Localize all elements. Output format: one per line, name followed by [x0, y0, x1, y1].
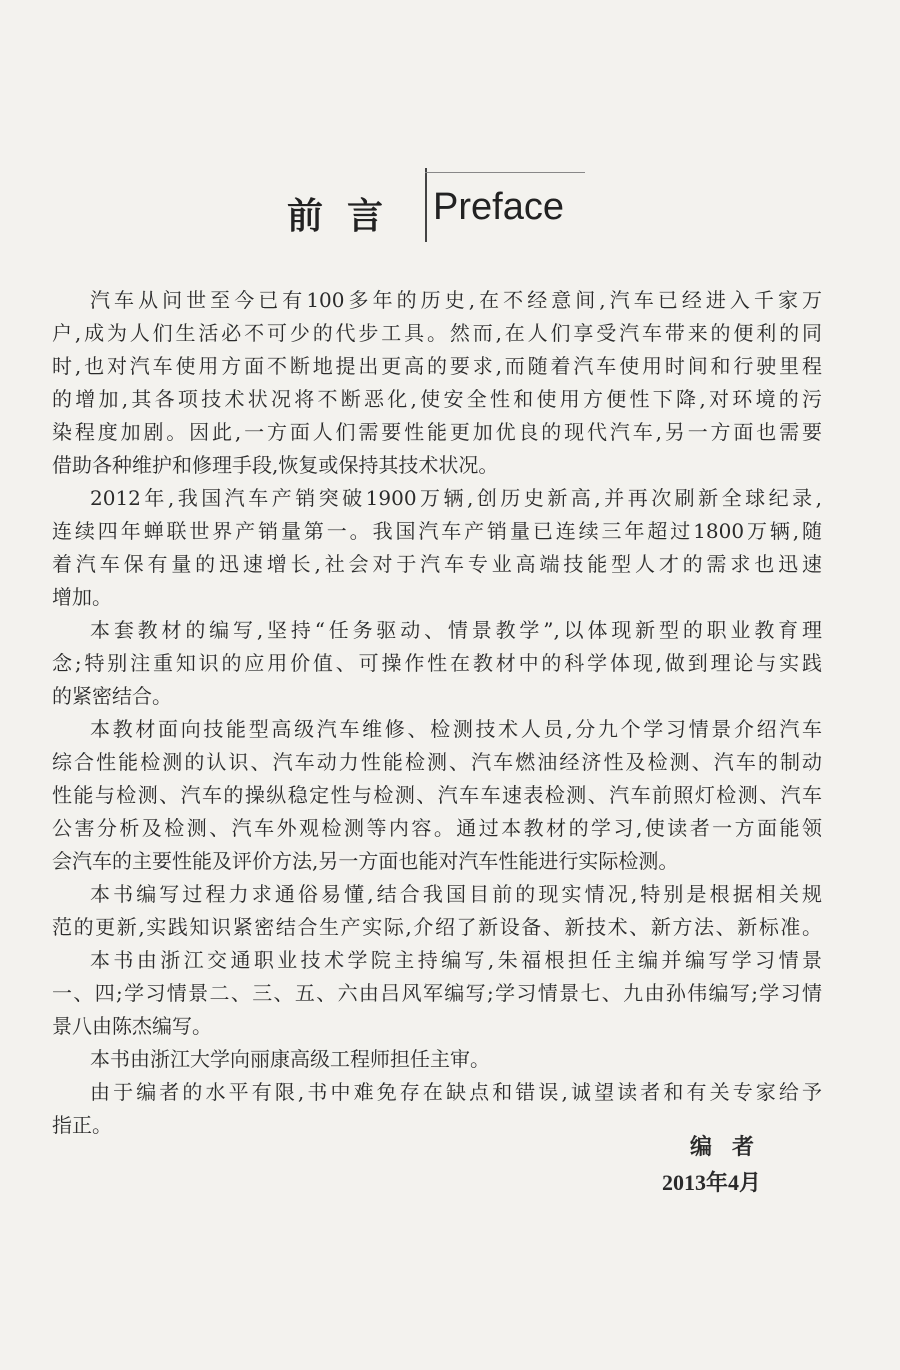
text-line: 本书编写过程力求通俗易懂,结合我国目前的现实情况,特别是根据相关规: [90, 882, 822, 906]
text-line: 公害分析及检测、汽车外观检测等内容。通过本教材的学习,使读者一方面能领: [52, 816, 822, 840]
text-line: 着汽车保有量的迅速增长,社会对于汽车专业高端技能型人才的需求也迅速: [52, 552, 822, 576]
text-line: 汽车从问世至今已有100多年的历史,在不经意间,汽车已经进入千家万: [90, 288, 822, 312]
text-line: 综合性能检测的认识、汽车动力性能检测、汽车燃油经济性及检测、汽车的制动: [52, 750, 822, 774]
text-line: 由于编者的水平有限,书中难免存在缺点和错误,诚望读者和有关专家给予: [90, 1080, 822, 1104]
text-line: 户,成为人们生活必不可少的代步工具。然而,在人们享受汽车带来的便利的同: [52, 321, 822, 345]
text-line: 借助各种维护和修理手段,恢复或保持其技术状况。: [52, 453, 499, 477]
page-title-chinese: 前言: [287, 196, 408, 237]
text-line: 本书由浙江交通职业技术学院主持编写,朱福根担任主编并编写学习情景: [90, 948, 822, 972]
text-line: 范的更新,实践知识紧密结合生产实际,介绍了新设备、新技术、新方法、新标准。: [52, 915, 822, 939]
text-line: 一、四;学习情景二、三、五、六由吕风军编写;学习情景七、九由孙伟编写;学习情: [52, 981, 822, 1005]
title-divider: [425, 168, 427, 242]
text-line: 染程度加剧。因此,一方面人们需要性能更加优良的现代汽车,另一方面也需要: [52, 420, 822, 444]
text-line: 2012年,我国汽车产销突破1900万辆,创历史新高,并再次刷新全球纪录,: [90, 486, 822, 510]
text-line: 指正。: [52, 1113, 112, 1137]
signature-date: 2013年4月: [662, 1170, 762, 1195]
text-line: 时,也对汽车使用方面不断地提出更高的要求,而随着汽车使用时间和行驶里程: [52, 354, 822, 378]
text-line: 景八由陈杰编写。: [52, 1014, 212, 1038]
author-signature: 编者: [690, 1135, 775, 1160]
text-line: 性能与检测、汽车的操纵稳定性与检测、汽车车速表检测、汽车前照灯检测、汽车: [52, 783, 822, 807]
text-line: 本套教材的编写,坚持“任务驱动、情景教学”,以体现新型的职业教育理: [90, 618, 822, 642]
title-rule: [425, 172, 585, 173]
text-line: 念;特别注重知识的应用价值、可操作性在教材中的科学体现,做到理论与实践: [52, 651, 822, 675]
page-title-english: Preface: [433, 186, 564, 228]
preface-body: [52, 284, 822, 1142]
text-line: 连续四年蝉联世界产销量第一。我国汽车产销量已连续三年超过1800万辆,随: [52, 519, 822, 543]
text-line: 本教材面向技能型高级汽车维修、检测技术人员,分九个学习情景介绍汽车: [90, 717, 822, 741]
text-line: 会汽车的主要性能及评价方法,另一方面也能对汽车性能进行实际检测。: [52, 849, 679, 873]
text-line: 增加。: [52, 585, 112, 609]
text-line: 本书由浙江大学向丽康高级工程师担任主审。: [90, 1047, 490, 1071]
text-line: 的紧密结合。: [52, 684, 172, 708]
text-line: 的增加,其各项技术状况将不断恶化,使安全性和使用方便性下降,对环境的污: [52, 387, 822, 411]
